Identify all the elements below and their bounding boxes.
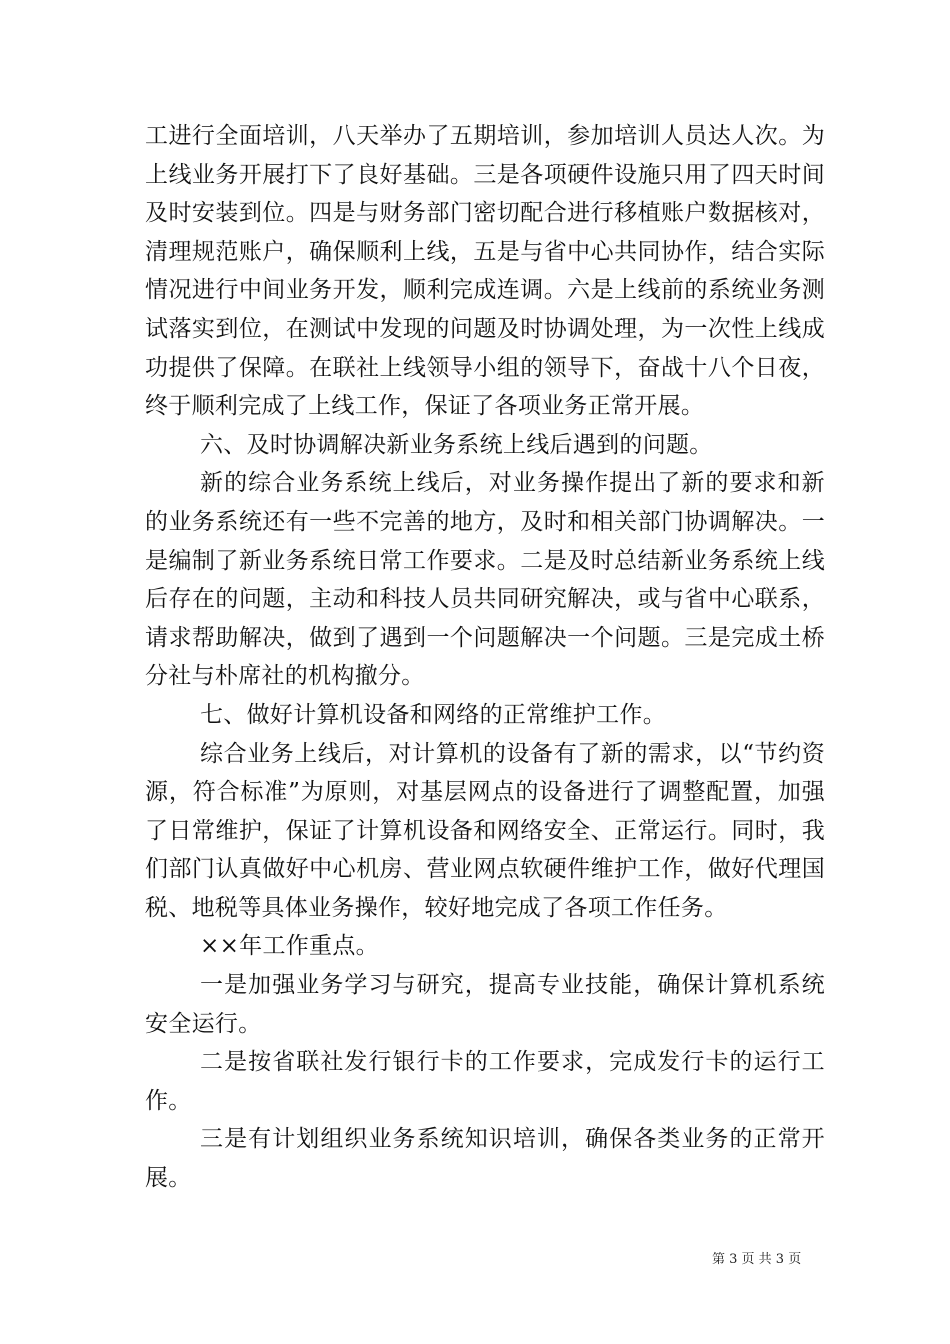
key-work-item-2: 二是按省联社发行银行卡的工作要求，完成发行卡的运行工作。 — [145, 1049, 825, 1114]
paragraph-new-system: 新的综合业务系统上线后，对业务操作提出了新的要求和新的业务系统还有一些不完善的地方，及时和相关部门协调解决。一是编制了新业务系统日常工作要求。二是及时总结新业务系统上线后存在的问题，主动和科技人员共同研究解决，或与省中心联系，请求帮助解决，做到了遇到一个问题解决一个问题。三是完成土桥分社与朴席社的机构撤分。 — [145, 470, 825, 690]
document-body — [145, 117, 825, 1198]
paragraph-maintenance: 综合业务上线后，对计算机的设备有了新的需求，以“节约资源，符合标准”为原则，对基层网点的设备进行了调整配置，加强了日常维护，保证了计算机设备和网络安全、正常运行。同时，我们部门认真做好中心机房、营业网点软硬件维护工作，做好代理国税、地税等具体业务操作，较好地完成了各项工作任务。 — [145, 740, 825, 921]
section-heading-seven: 七、做好计算机设备和网络的正常维护工作。 — [200, 701, 666, 728]
paragraph-continuation: 工进行全面培训，八天举办了五期培训，参加培训人员达人次。为上线业务开展打下了良好基础。三是各项硬件设施只用了四天时间及时安装到位。四是与财务部门密切配合进行移植账户数据核对，清理规范账户，确保顺利上线，五是与省中心共同协作，结合实际情况进行中间业务开发，顺利完成连调。六是上线前的系统业务测试落实到位，在测试中发现的问题及时协调处理，为一次性上线成功提供了保障。在联社上线领导小组的领导下，奋战十八个日夜，终于顺利完成了上线工作，保证了各项业务正常开展。 — [145, 123, 825, 420]
section-heading-six: 六、及时协调解决新业务系统上线后遇到的问题。 — [200, 431, 713, 458]
key-work-item-1: 一是加强业务学习与研究，提高专业技能，确保计算机系统安全运行。 — [145, 972, 825, 1037]
section-heading-key-work: ××年工作重点。 — [200, 933, 379, 960]
page-number-footer: 第 3 页 共 3 页 — [712, 1252, 802, 1267]
key-work-item-3: 三是有计划组织业务系统知识培训，确保各类业务的正常开展。 — [145, 1126, 825, 1192]
